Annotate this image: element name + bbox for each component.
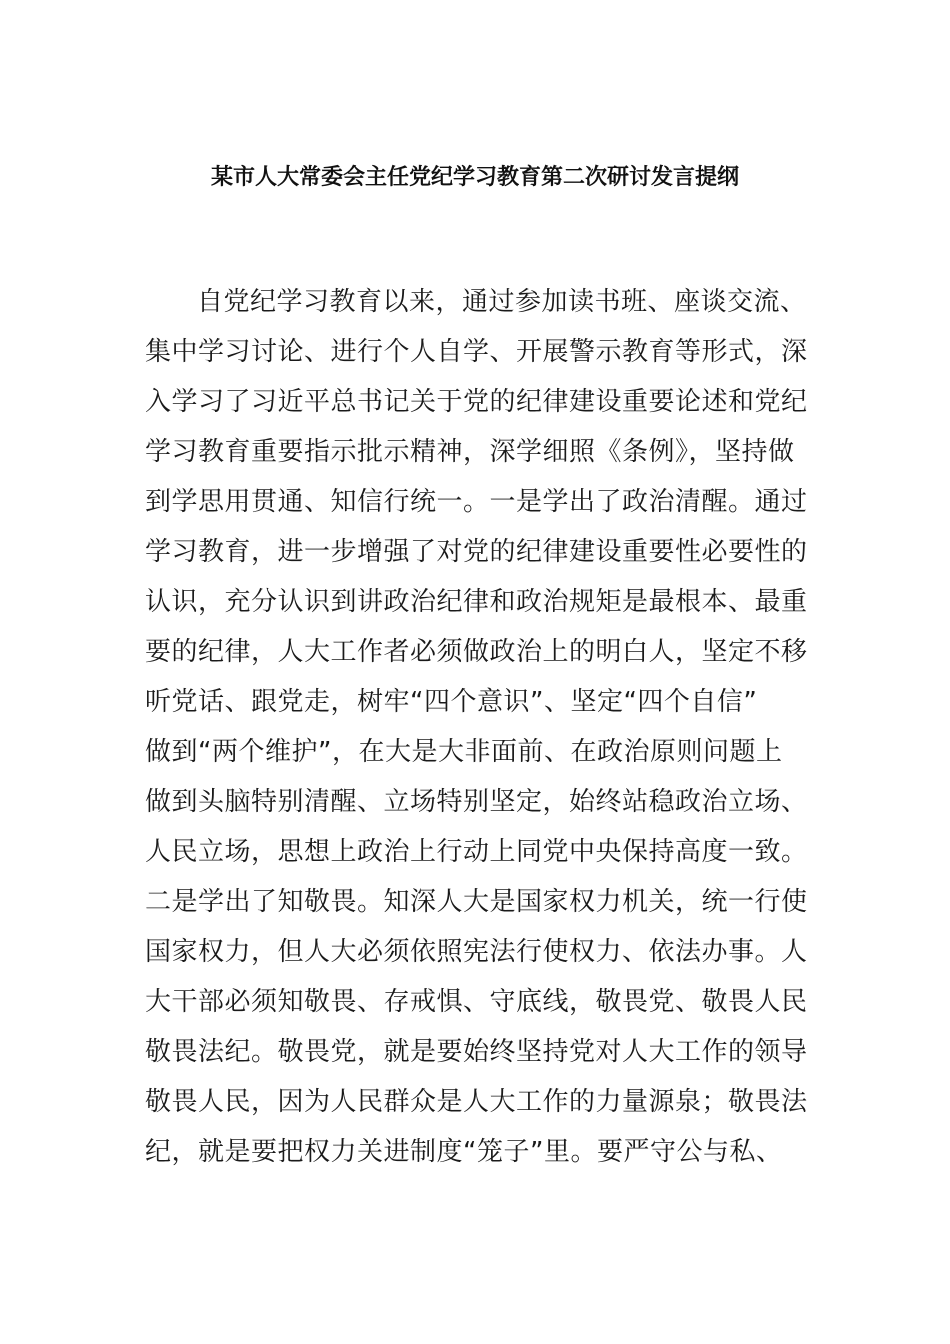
paragraph-line: 学习教育，进一步增强了对党的纪律建设重要性必要性的 (145, 537, 808, 567)
paragraph-line: 纪，就是要把权力关进制度“笼子”里。要严守公与私、 (145, 1137, 783, 1167)
paragraph-line: 人民立场，思想上政治上行动上同党中央保持高度一致。 (145, 837, 808, 867)
paragraph-line: 做到“两个维护”，在大是大非面前、在政治原则问题上 (145, 737, 783, 767)
paragraph-line: 集中学习讨论、进行个人自学、开展警示教育等形式，深 (145, 337, 808, 367)
paragraph-line: 国家权力，但人大必须依照宪法行使权力、依法办事。人 (145, 937, 808, 967)
paragraph-line: 大干部必须知敬畏、存戒惧、守底线，敬畏党、敬畏人民 (145, 987, 808, 1017)
paragraph-line: 二是学出了知敬畏。知深人大是国家权力机关，统一行使 (145, 887, 808, 917)
paragraph-line: 学习教育重要指示批示精神，深学细照《条例》，坚持做 (145, 437, 795, 467)
paragraph-line: 听党话、跟党走，树牢“四个意识”、坚定“四个自信” (145, 687, 758, 717)
paragraph-line: 入学习了习近平总书记关于党的纪律建设重要论述和党纪 (145, 387, 808, 417)
paragraph-line: 认识，充分认识到讲政治纪律和政治规矩是最根本、最重 (145, 587, 808, 617)
paragraph-line: 敬畏人民，因为人民群众是人大工作的力量源泉；敬畏法 (145, 1087, 808, 1117)
document-title: 某市人大常委会主任党纪学习教育第二次研讨发言提纲 (210, 165, 739, 190)
paragraph-line: 敬畏法纪。敬畏党，就是要始终坚持党对人大工作的领导 (145, 1037, 808, 1067)
paragraph-line: 做到头脑特别清醒、立场特别坚定，始终站稳政治立场、 (145, 787, 808, 817)
paragraph-line: 要的纪律，人大工作者必须做政治上的明白人，坚定不移 (145, 637, 808, 667)
paragraph-line: 到学思用贯通、知信行统一。一是学出了政治清醒。通过 (145, 487, 808, 517)
document-body (145, 277, 815, 1177)
paragraph-line: 自党纪学习教育以来，通过参加读书班、座谈交流、 (197, 287, 807, 317)
